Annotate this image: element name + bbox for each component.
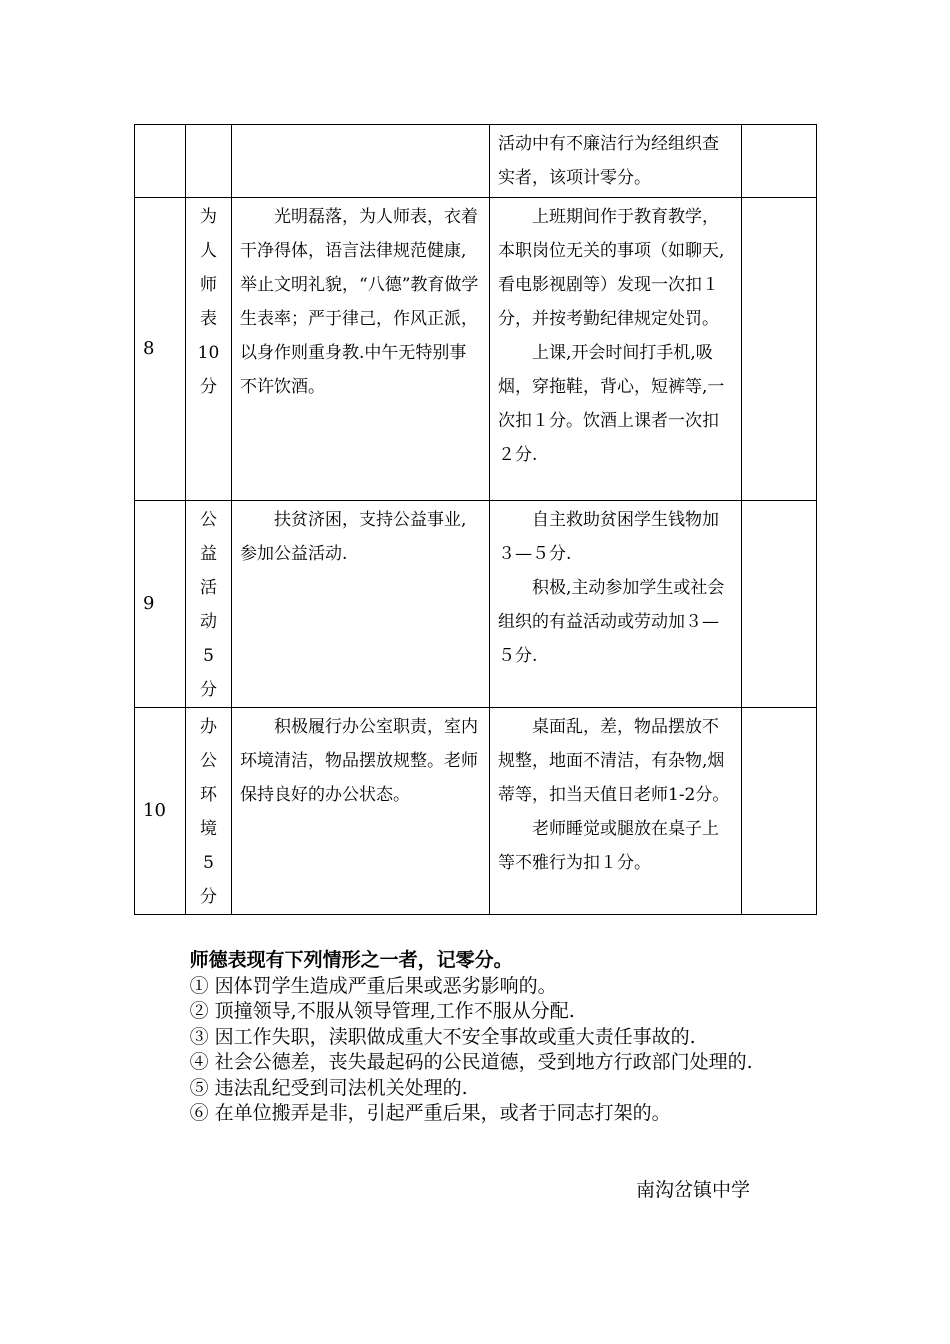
- standard-cell: [232, 501, 490, 708]
- scoring-rule-text: 积极,主动参加学生或社会组织的有益活动或劳动加３—５分.: [498, 578, 725, 666]
- note-item: ② 顶撞领导,不服从领导管理,工作不服从分配.: [189, 1000, 575, 1022]
- score-cell: [742, 125, 817, 198]
- category-char: 动: [200, 612, 217, 632]
- standard-cell: [232, 198, 490, 501]
- category-char: 活: [200, 578, 217, 598]
- standard-cell: [232, 708, 490, 915]
- scoring-rule-text: 自主救助贫困学生钱物加３—５分.: [498, 510, 719, 564]
- category-char: 公: [200, 510, 217, 530]
- score-cell: [742, 708, 817, 915]
- scoring-rule-text: 上班期间作于教育教学，本职岗位无关的事项（如聊天,看电影视剧等）发现一次扣１分，并按考勤纪律规定处罚。: [498, 207, 725, 329]
- category-cell: [186, 708, 232, 915]
- category-char: 10: [197, 343, 220, 363]
- category-char: 益: [200, 544, 217, 564]
- scoring-rule-text: 活动中有不廉洁行为经组织查实者，该项计零分。: [498, 134, 719, 188]
- zero-score-notes: [145, 948, 815, 1127]
- category-char: 环: [200, 785, 217, 805]
- note-item: ① 因体罚学生造成严重后果或恶劣影响的。: [189, 974, 557, 997]
- category-char: 人: [200, 241, 217, 261]
- school-signature: 南沟岔镇中学: [636, 1179, 751, 1201]
- category-char: 境: [200, 819, 217, 839]
- scoring-rule-cell: [490, 501, 742, 708]
- score-cell: [742, 501, 817, 708]
- note-item: ④ 社会公德差，丧失最起码的公民道德，受到地方行政部门处理的.: [189, 1051, 753, 1073]
- category-char: 分: [200, 680, 217, 700]
- category-cell: [186, 125, 232, 198]
- scoring-rule-text: 上课,开会时间打手机,吸烟，穿拖鞋，背心，短裤等,一次扣１分。饮酒上课者一次扣２分.: [498, 343, 725, 465]
- scoring-rule-cell: [490, 125, 742, 198]
- item-number-cell: 8: [135, 198, 186, 501]
- item-number-cell: [135, 125, 186, 198]
- scoring-rule-cell: [490, 198, 742, 501]
- table-row: [135, 501, 817, 708]
- note-item: ⑤ 违法乱纪受到司法机关处理的.: [189, 1076, 468, 1099]
- criteria-table-body: [135, 125, 817, 915]
- note-item: ⑥ 在单位搬弄是非，引起严重后果，或者于同志打架的。: [189, 1102, 671, 1124]
- category-char: 为: [200, 207, 217, 227]
- scoring-rule-cell: [490, 708, 742, 915]
- item-number-cell: 9: [135, 501, 186, 708]
- category-char: 办: [200, 717, 217, 737]
- table-row: [135, 708, 817, 915]
- standard-text: 光明磊落，为人师表，衣着干净得体，语言法律规范健康,举止文明礼貌，“八德”教育做学生表率；严于律己，作风正派，以身作则重身教.中午无特别事不许饮酒。: [240, 207, 479, 397]
- category-char: 5: [203, 646, 214, 666]
- category-char: 分: [200, 887, 217, 907]
- criteria-table: [134, 124, 817, 915]
- standard-text: 扶贫济困，支持公益事业,参加公益活动.: [240, 510, 467, 564]
- scoring-rule-text: 桌面乱，差，物品摆放不规整，地面不清洁，有杂物,烟蒂等，扣当天值日老师1-2分。: [498, 717, 730, 805]
- category-char: 分: [200, 377, 217, 397]
- category-char: 公: [200, 751, 217, 771]
- item-number-cell: 10: [135, 708, 186, 915]
- notes-heading: 师德表现有下列情形之一者，记零分。: [189, 949, 513, 971]
- category-cell: [186, 501, 232, 708]
- note-item: ③ 因工作失职，渎职做成重大不安全事故或重大责任事故的.: [189, 1025, 696, 1048]
- category-char: 表: [200, 309, 217, 329]
- standard-cell: [232, 125, 490, 198]
- score-cell: [742, 198, 817, 501]
- category-cell: [186, 198, 232, 501]
- category-char: 5: [203, 853, 214, 873]
- table-row: [135, 198, 817, 501]
- standard-text: 积极履行办公室职责，室内环境清洁，物品摆放规整。老师保持良好的办公状态。: [240, 717, 478, 805]
- scoring-rule-text: 老师睡觉或腿放在桌子上等不雅行为扣１分。: [498, 819, 719, 873]
- category-char: 师: [200, 275, 217, 295]
- table-row: [135, 125, 817, 198]
